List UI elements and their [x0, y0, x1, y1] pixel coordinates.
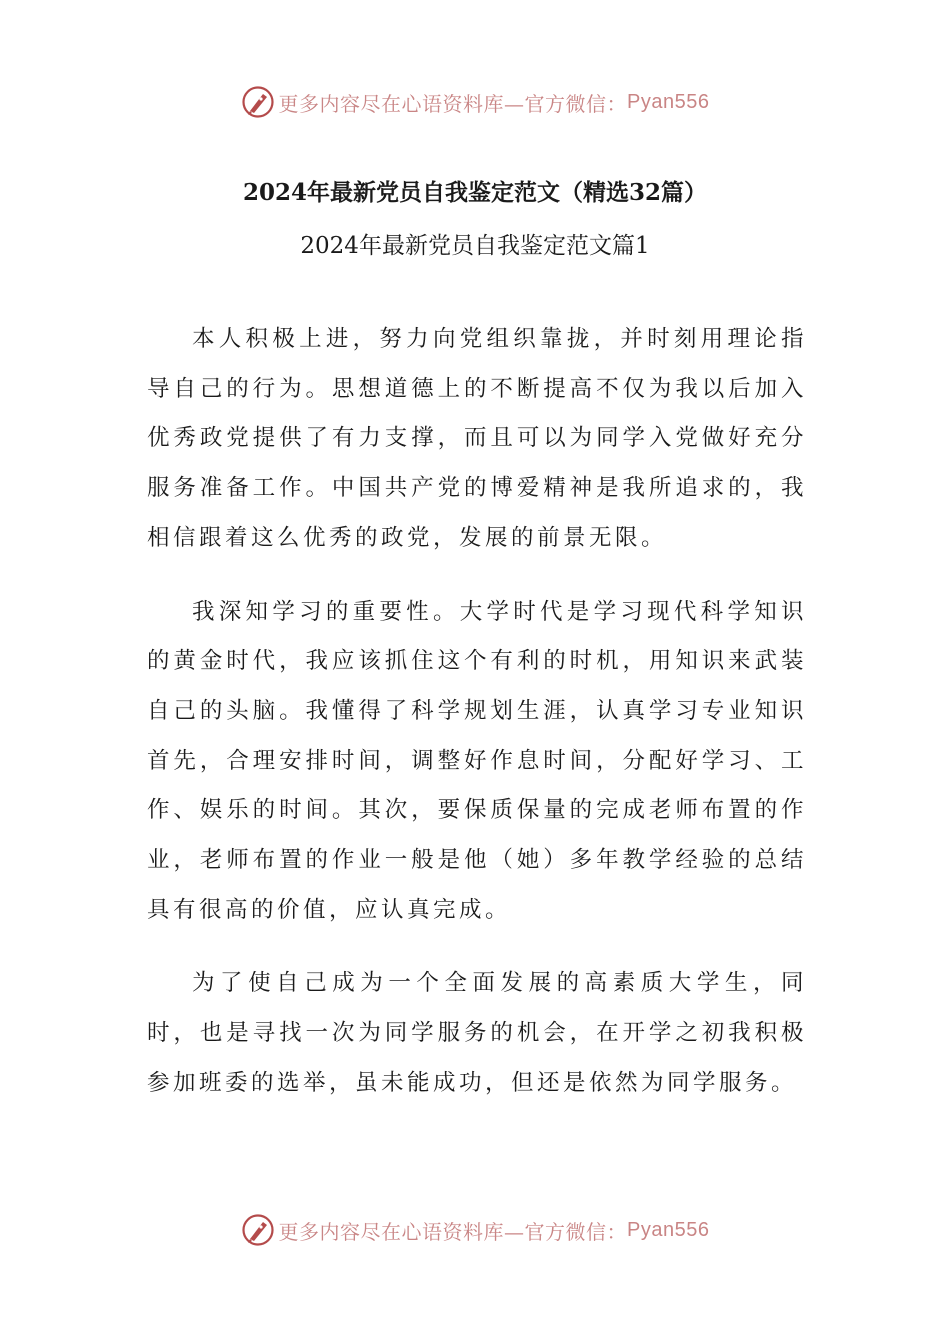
watermark-wechat-id: Pyan556	[627, 1218, 710, 1241]
paragraph-3: 为了使自己成为一个全面发展的高素质大学生，同时，也是寻找一次为同学服务的机会，在开学之初我积极参加班委的选举，虽未能成功，但还是依然为同学服务。	[147, 970, 807, 1096]
footer-watermark	[0, 1210, 950, 1250]
document-title: 2024年最新党员自我鉴定范文（精选32篇）	[242, 179, 708, 206]
document-subtitle: 2024年最新党员自我鉴定范文篇1	[300, 233, 650, 259]
document-body	[147, 315, 807, 1133]
paragraph-1: 本人积极上进，努力向党组织靠拢，并时刻用理论指导自己的行为。思想道德上的不断提高不仅为我以后加入优秀政党提供了有力支撑，而且可以为同学入党做好充分服务准备工作。中国共产党的博爱精神是我所追求的，我相信跟着这么优秀的政党，发展的前景无限。	[147, 326, 807, 551]
pen-nib-logo-icon	[241, 1213, 275, 1247]
watermark-text: 更多内容尽在心语资料库—官方微信：	[278, 1219, 628, 1244]
watermark-wechat-id: Pyan556	[627, 90, 710, 113]
paragraph-2: 我深知学习的重要性。大学时代是学习现代科学知识的黄金时代，我应该抓住这个有利的时机，用知识来武装自己的头脑。我懂得了科学规划生涯，认真学习专业知识首先，合理安排时间，调整好作息时间，分配好学习、工作、娱乐的时间。其次，要保质保量的完成老师布置的作业，老师布置的作业一般是他（她）多年教学经验的总结具有很高的价值，应认真完成。	[147, 598, 807, 923]
watermark-text: 更多内容尽在心语资料库—官方微信：	[278, 91, 628, 116]
pen-nib-logo-icon	[241, 85, 275, 119]
header-watermark	[0, 82, 950, 122]
